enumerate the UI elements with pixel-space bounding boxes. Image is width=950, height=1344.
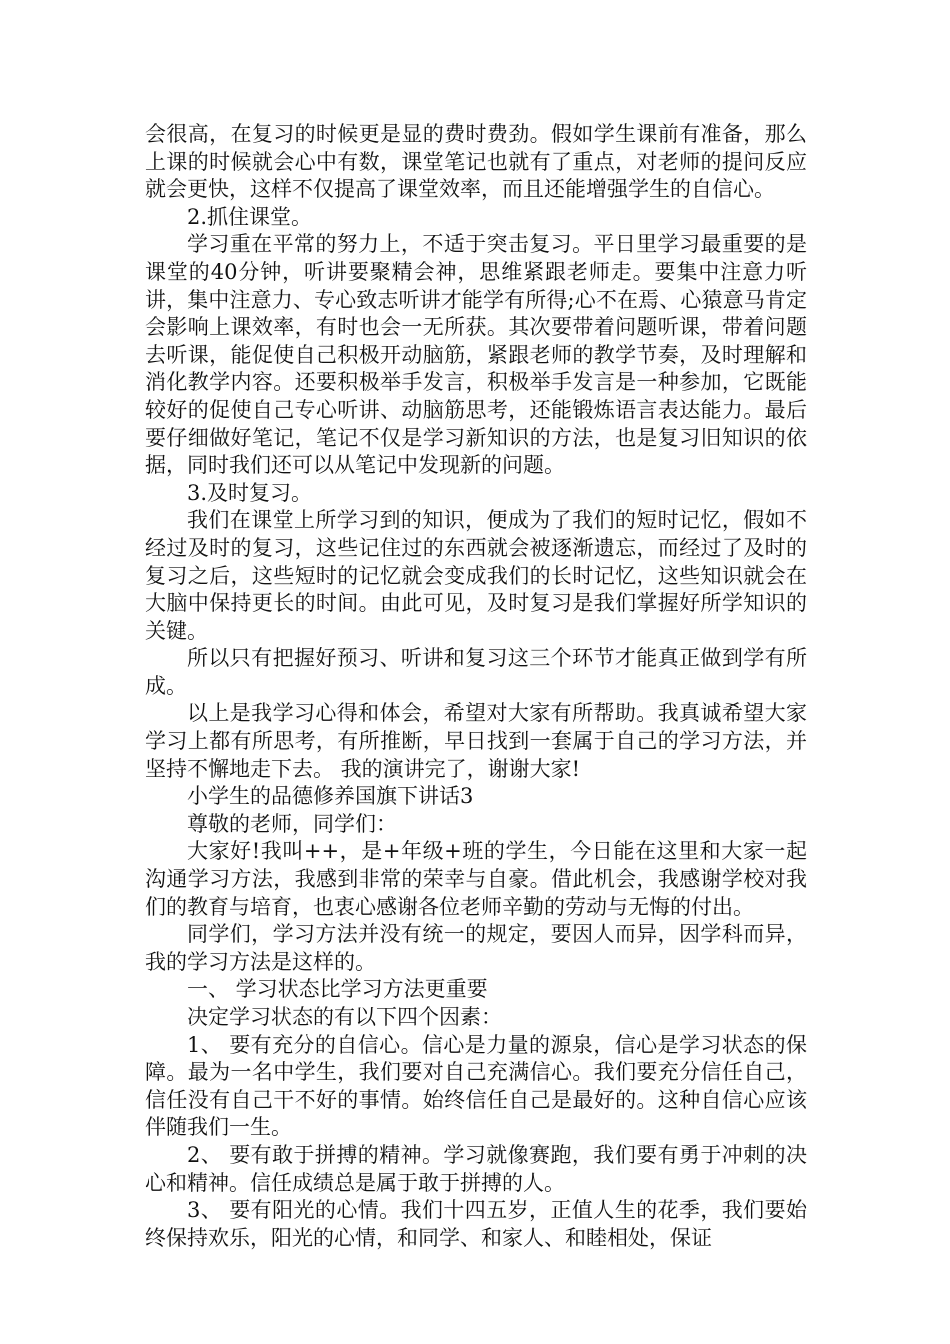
- paragraph-introduction: 大家好!我叫++，是+年级+班的学生，今日能在这里和大家一起沟通学习方法，我感到非常的荣幸与自豪。借此机会，我感谢学校对我们的教育与培育，也衷心感谢各位老师辛勤的劳动与无悔的付出。: [145, 839, 807, 919]
- speech-title: 小学生的品德修养国旗下讲话3: [187, 784, 474, 809]
- paragraph-three-steps: 所以只有把握好预习、听讲和复习这三个环节才能真正做到学有所成。: [145, 646, 807, 698]
- heading-grasp-class: 2.抓住课堂。: [187, 204, 313, 229]
- paragraph-class-focus: 学习重在平常的努力上，不适于突击复习。平日里学习最重要的是课堂的40分钟，听讲要聚精会神，思维紧跟老师走。要集中注意力听讲，集中注意力、专心致志听讲才能学有所得;心不在焉、心猿意马肯定会影响上课效率，有时也会一无所获。其次要带着问题听课，带着问题去听课，能促使自己积极开动脑筋，紧跟老师的教学节奏，及时理解和消化教学内容。还要积极举手发言，积极举手发言是一种参加，它既能较好的促使自己专心听讲、动脑筋思考，还能锻炼语言表达能力。最后要仔细做好笔记，笔记不仅是学习新知识的方法，也是复习旧知识的依据，同时我们还可以从笔记中发现新的问题。: [145, 232, 807, 478]
- paragraph-methods: 同学们，学习方法并没有统一的规定，要因人而异，因学科而异，我的学习方法是这样的。: [145, 922, 807, 974]
- heading-timely-review: 3.及时复习。: [187, 480, 313, 505]
- paragraph-review: 我们在课堂上所学习到的知识，便成为了我们的短时记忆，假如不经过及时的复习，这些记住过的东西就会被逐渐遗忘，而经过了及时的复习之后，这些短时的记忆就会变成我们的长时记忆，这些知识就会在大脑中保持更长的时间。由此可见，及时复习是我们掌握好所学知识的关键。: [145, 508, 807, 643]
- list-item-confidence: 1、 要有充分的自信心。信心是力量的源泉，信心是学习状态的保障。最为一名中学生，我们要对自己充满信心。我们要充分信任自己，信任没有自己干不好的事情。始终信任自己是最好的。这种自信心应该伴随我们一生。: [145, 1032, 807, 1140]
- section-heading-one: 一、 学习状态比学习方法更重要: [187, 977, 488, 1002]
- list-item-spirit: 2、 要有敢于拼搏的精神。学习就像赛跑，我们要有勇于冲刺的决心和精神。信任成绩总是属于敢于拼搏的人。: [145, 1142, 807, 1195]
- document-body: [145, 121, 807, 1252]
- list-item-sunny-mood: 3、 要有阳光的心情。我们十四五岁，正值人生的花季，我们要始终保持欢乐，阳光的心情，和同学、和家人、和睦相处，保证: [145, 1198, 807, 1250]
- paragraph-continuation: 会很高，在复习的时候更是显的费时费劲。假如学生课前有准备，那么上课的时候就会心中有数，课堂笔记也就有了重点，对老师的提问反应就会更快，这样不仅提高了课堂效率，而且还能增强学生的自信心。: [145, 122, 807, 202]
- salutation: 尊敬的老师，同学们：: [187, 811, 397, 836]
- paragraph-closing: 以上是我学习心得和体会，希望对大家有所帮助。我真诚希望大家学习上都有所思考，有所推断，早日找到一套属于自己的学习方法，并坚持不懈地走下去。 我的演讲完了，谢谢大家!: [145, 701, 807, 781]
- paragraph-four-factors: 决定学习状态的有以下四个因素：: [187, 1005, 502, 1029]
